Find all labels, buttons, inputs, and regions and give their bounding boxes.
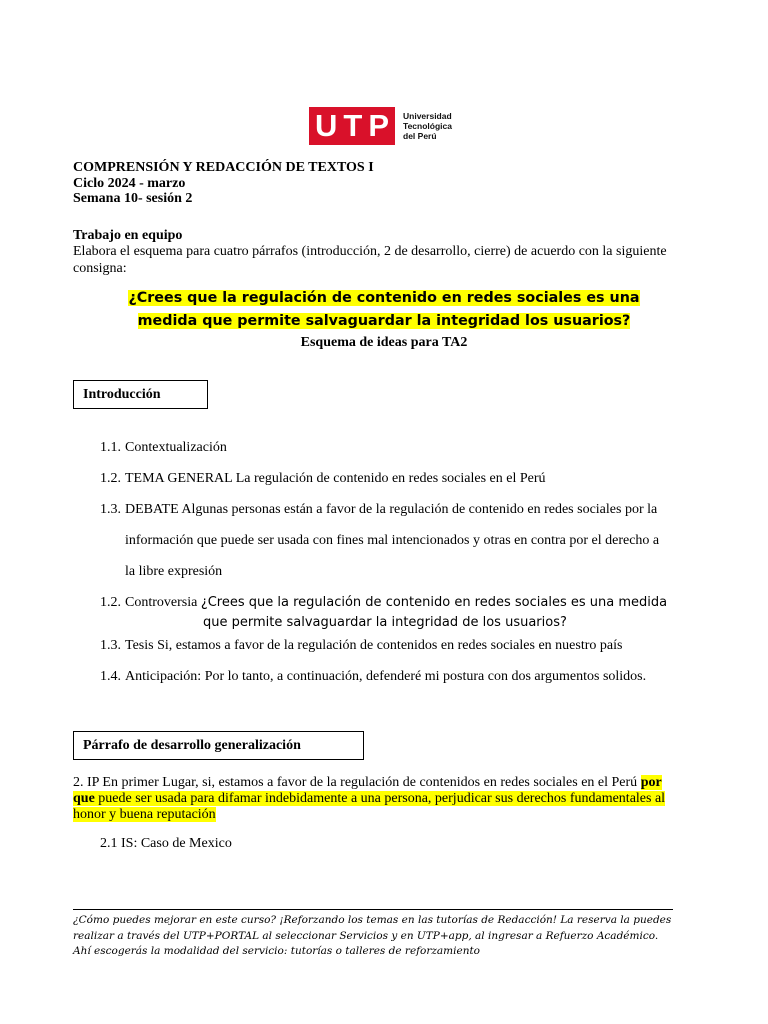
intro-item-4-continuation: que permite salvaguardar la integridad de los usuarios? (203, 615, 567, 630)
intro-item-2 (100, 471, 546, 487)
footer-note: ¿Cómo puedes mejorar en este curso? ¡Reforzando los temas en las tutorías de Redacción! La reserva la puedes realizar a través del UTP+PORTAL al seleccionar Servicios y en UTP+app, al ingresar a Refuerzo Académico. Ahí escogerás la modalidad del servicio: tutorías o talleres de reforzamiento (73, 914, 672, 957)
intro-item-4 (100, 595, 667, 611)
logo-letter-t: T (343, 108, 363, 143)
intro-item-2-text: TEMA GENERAL La regulación de contenido en redes sociales en el Perú (125, 471, 546, 486)
development-heading: Párrafo de desarrollo generalización (83, 737, 301, 753)
intro-item-3 (100, 502, 657, 518)
intro-item-6-text: Anticipación: Por lo tanto, a continuación, defenderé mi postura con dos argumentos solidos. (125, 669, 647, 684)
intro-item-1 (100, 440, 227, 456)
intro-item-4-label: Controversia (125, 595, 198, 610)
intro-item-4-text: ¿Crees que la regulación de contenido en redes sociales es una medida (200, 595, 668, 610)
guiding-question (80, 287, 688, 333)
intro-item-1-text: Contextualización (125, 440, 227, 455)
intro-item-3-continuation-2: la libre expresión (125, 564, 223, 579)
introduction-heading: Introducción (83, 386, 161, 402)
intro-item-4-number: 1.2. (100, 595, 121, 610)
course-title: COMPRENSIÓN Y REDACCIÓN DE TEXTOS I (73, 160, 374, 175)
scheme-title: Esquema de ideas para TA2 (300, 335, 468, 350)
logo-line-1: Universidad (403, 111, 452, 121)
logo-letter-u: U (315, 108, 338, 143)
utp-logo-mark (309, 107, 395, 145)
logo-line-2: Tecnológica (403, 121, 452, 131)
introduction-heading-box (73, 380, 208, 409)
intro-item-3-text: DEBATE Algunas personas están a favor de la regulación de contenido en redes sociales por la (125, 502, 658, 517)
utp-logo (309, 107, 452, 145)
intro-item-5 (100, 638, 622, 654)
question-line-1: ¿Crees que la regulación de contenido en redes sociales es una (128, 290, 640, 306)
question-line-2: medida que permite salvaguardar la integridad los usuarios? (137, 313, 631, 329)
course-header (73, 160, 374, 207)
logo-university-name (403, 111, 452, 141)
development-paragraph-argument: puede ser usada para difamar indebidamente a una persona, perjudicar sus derechos fundamentales al honor y buena reputación (73, 791, 666, 822)
course-cycle: Ciclo 2024 - marzo (73, 175, 186, 191)
intro-item-6 (100, 669, 646, 685)
teamwork-title: Trabajo en equipo (73, 228, 183, 243)
development-paragraph (73, 775, 683, 823)
intro-item-3-number: 1.3. (100, 502, 121, 517)
development-paragraph-intro: 2. IP En primer Lugar, si, estamos a favor de la regulación de contenidos en redes sociales en el Perú (73, 775, 641, 790)
intro-item-5-number: 1.3. (100, 638, 121, 653)
teamwork-instruction: Elabora el esquema para cuatro párrafos (introducción, 2 de desarrollo, cierre) de acuerdo con la siguiente consigna: (73, 244, 667, 276)
intro-item-1-number: 1.1. (100, 440, 121, 455)
intro-item-6-number: 1.4. (100, 669, 121, 684)
logo-letter-p: P (368, 108, 390, 143)
intro-item-5-text: Tesis Si, estamos a favor de la regulación de contenidos en redes sociales en nuestro país (125, 638, 623, 653)
development-sub-idea: 2.1 IS: Caso de Mexico (100, 836, 232, 851)
intro-item-3-continuation-1: información que puede ser usada con fines mal intencionados y otras en contra por el derecho a (125, 533, 660, 548)
development-paragraph-connector: por que (73, 775, 662, 806)
footer-divider (73, 909, 673, 910)
development-heading-box (73, 731, 364, 760)
course-week: Semana 10- sesión 2 (73, 191, 193, 206)
logo-line-3: del Perú (403, 131, 437, 141)
intro-item-2-number: 1.2. (100, 471, 121, 486)
